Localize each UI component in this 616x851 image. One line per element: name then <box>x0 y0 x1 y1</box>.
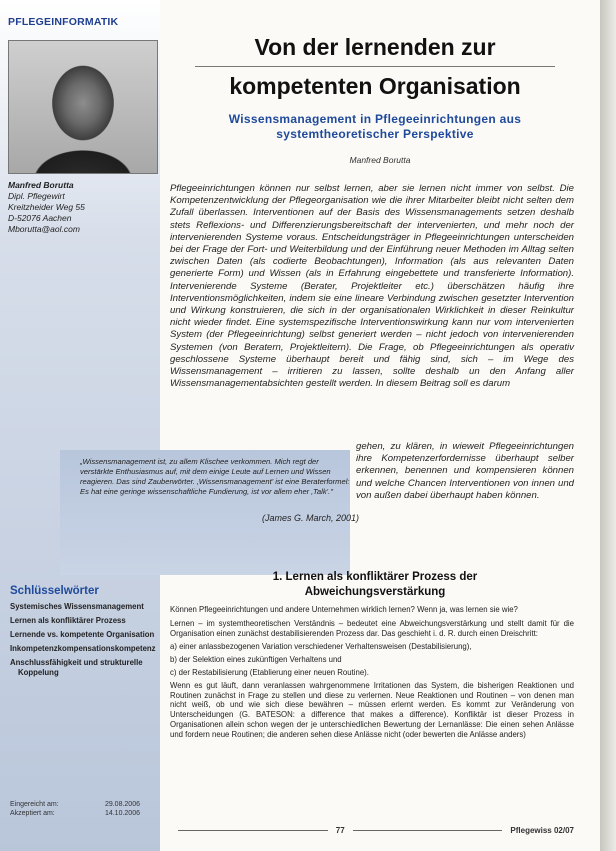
subtitle-line-1: Wissensmanagement in Pflegeeinrichtungen aus <box>228 112 522 126</box>
author-line: Kreitzheider Weg 55 <box>8 202 85 212</box>
keyword-item: Inkompetenzkompensationskompetenz <box>10 644 156 653</box>
article-subtitle <box>170 112 580 142</box>
quote-text: „Wissensmanagement ist, zu allem Klischee verkommen. Mich regt der verstärkte Enthusiasmus auf, mit dem einige Leute auf Lernen und Wissen reagieren. Das sind Zauberwörter. ‚Wissensmanagement' ist eine Beraterformel: Es hat eine geringe wissenschaftliche Fundierung, ist vor allem eher ‚Talk'." <box>80 457 350 496</box>
submission-dates <box>10 800 160 818</box>
journal-issue: Pflegewiss 02/07 <box>510 825 574 835</box>
keyword-item: Systemisches Wissensmanagement <box>10 602 144 611</box>
accepted-label: Akzeptiert am: <box>10 810 55 817</box>
received-date: 29.08.2006 <box>104 801 140 808</box>
page-number: 77 <box>335 825 345 835</box>
keyword-item: Lernen als konfliktärer Prozess <box>10 616 126 625</box>
body-paragraph: Lernen – im systemtheoretischen Verständnis – bedeutet eine Abweichungsverstärkung und stellt damit für die Organisation einen zunächst destabilisierenden Prozess dar. Das geschieht i. d. R. durch einen Dreischritt: <box>170 618 574 638</box>
body-text <box>170 605 574 744</box>
subtitle-line-2: systemtheoretischer Perspektive <box>276 127 474 141</box>
lead-paragraph-continued: gehen, zu klären, in wieweit Pflegeeinrichtungen ihre Kompetenzerfordernisse überhaupt selber erkennen, benennen und kompensieren können und welche Chancen Interventionen von innen und von außen dabei überhaupt haben können. <box>356 441 574 501</box>
page-edge-shadow <box>600 0 616 851</box>
body-paragraph: Können Pflegeeinrichtungen und andere Unternehmen wirklich lernen? Wenn ja, was lernen sie wie? <box>170 605 518 614</box>
footer-rule <box>353 830 503 831</box>
list-item: c) der Restabilisierung (Etablierung einer neuen Routine). <box>170 667 369 677</box>
author-photo <box>8 40 158 174</box>
keyword-item: Anschlussfähigkeit und strukturelle Koppelung <box>10 658 143 677</box>
article-title <box>175 30 575 103</box>
author-contact <box>8 180 158 235</box>
list-item: a) einer anlassbezogenen Variation verschiedener Verhaltensweisen (Destabilisierung), <box>170 642 472 652</box>
section-heading-line-2: Abweichungsverstärkung <box>304 586 446 598</box>
title-line-2: kompetenten Organisation <box>229 73 521 99</box>
accepted-date: 14.10.2006 <box>104 810 140 817</box>
section-heading <box>185 570 565 600</box>
byline: Manfred Borutta <box>349 155 411 165</box>
list-item: b) der Selektion eines zukünftigen Verhaltens und <box>170 655 342 665</box>
title-line-1: Von der lernenden zur <box>254 34 496 60</box>
author-line: Dipl. Pflegewirt <box>8 191 65 201</box>
keyword-item: Lernende vs. kompetente Organisation <box>10 630 155 639</box>
author-email[interactable]: Mborutta@aol.com <box>8 224 80 234</box>
body-paragraph: Wenn es gut läuft, dann veranlassen wahrgenommene Irritationen das System, die bisherigen Reaktionen und Routinen zunächst in Frage zu stellen und diese zu verlernen. Neue Reaktionen und Routinen – von denen man nicht weiß, ob und wie sich diese bewähren – müssen erlernt werden. Es kommt zur Veränderung von Unterscheidungen (G. BATESON: a difference that makes a difference). Konfliktär ist dieser Prozess in Organisationen allein schon wegen der je unterschiedlichen Bewertung der Lernanlässe: Die einen sehen Anlässe und fordern neue Routinen; die anderen sehen diese Anlässe nicht (oder bewerten die Anlässe anders) <box>170 680 574 739</box>
title-divider <box>195 66 555 67</box>
author-name: Manfred Borutta <box>8 180 74 190</box>
keywords-list <box>10 602 160 682</box>
section-heading-line-1: 1. Lernen als konfliktärer Prozess der <box>272 571 478 583</box>
author-line: D-52076 Aachen <box>8 213 72 223</box>
page-footer <box>170 824 574 836</box>
lead-paragraph: Pflegeeinrichtungen können nur selbst lernen, aber sie lernen nicht immer von selbst. Die Kompetenzentwicklung der Pflegeorganisation wie die ihrer Mitarbeiter bleibt nicht selten dem Zufall überlassen. Interventionen auf der Basis des Wissensmanagements setzen deshalb stets Reflexions- und Differenzierungsbereitschaft der intervenierten, und mehr noch der intervenierenden Systeme voraus. Entscheidungsträger in Pflegeeinrichtungen unterscheiden bei der Frage der Fort- und Weiterbildung und der Einführung neuer Methoden im Alltag selten zwischen Daten (als codierte Beobachtungen), Information (als aus relevanten Daten generierte Form) und Wissen (als in Erfahrung eingebettete und transferierte Information). Intervenierende Systeme (Berater, Projektleiter etc.) überschätzen häufig ihre Interventionsmöglichkeiten, indem sie eine lineare Verbindung zwischen gesetzter Intervention und Wirkung konstruieren, die sich in der organisationalen Wirklichkeit in dieser Reinkultur nicht wieder findet. Eine systemspezifische Interventionswirkung kann nur vom intervenierten System (der Pflegeeinrichtung) selbst generiert werden – nicht jedoch von intervenierenden Systemen (von Beratern, Projektleitern). Die Frage, ob Pflegeeinrichtungen als operativ geschlossene Systeme überhaupt bereit und fähig sind, sich – im Wege des Wissensmanagement – irritieren zu lassen, sollte deshalb un den Anfang aller Wissensmanagementabsichten gestellt werden. In diesem Beitrag soll es darum <box>170 183 574 390</box>
quote-author: (James G. March, 2001) <box>262 513 360 523</box>
footer-rule <box>178 830 328 831</box>
keywords-title: Schlüsselwörter <box>10 585 99 597</box>
received-label: Eingereicht am: <box>10 801 59 808</box>
section-brand: PFLEGEINFORMATIK <box>8 16 119 28</box>
